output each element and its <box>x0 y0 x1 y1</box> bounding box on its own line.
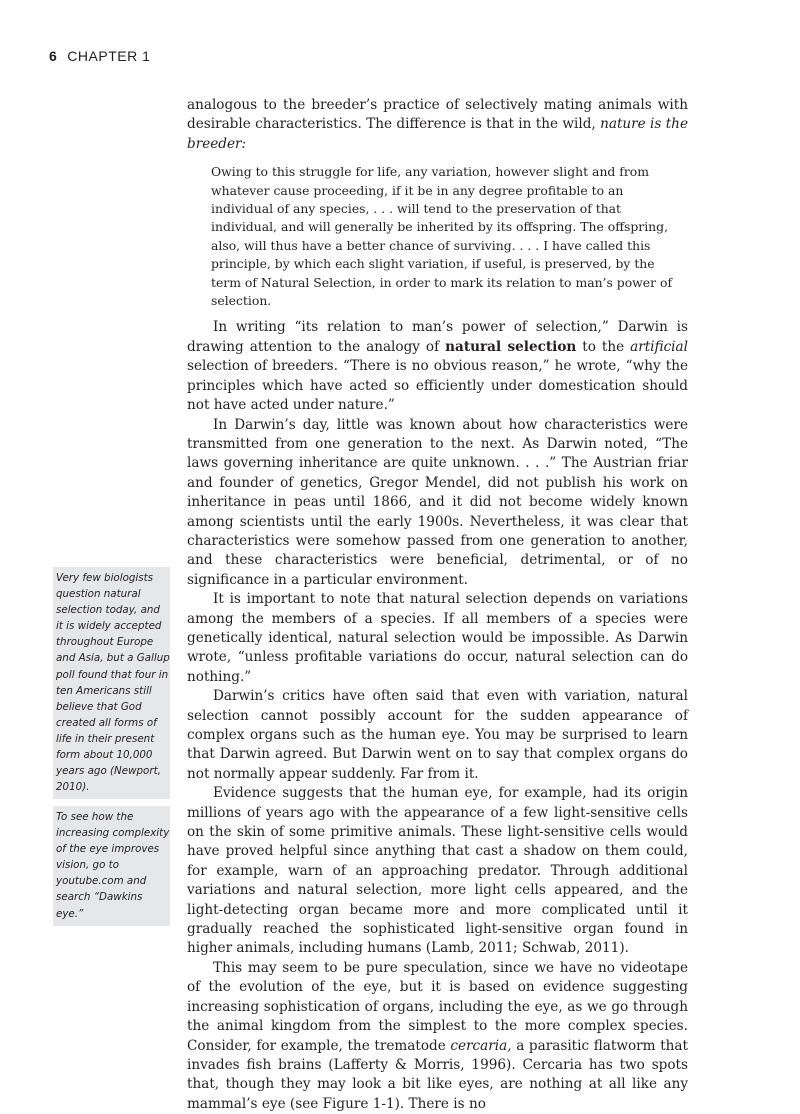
paragraph-2 <box>187 318 688 415</box>
paragraph-1-text: analogous to the breeder’s practice of selectively mating animals with desirable characteristics. The difference is that in the wild, <box>187 97 688 133</box>
margin-note-gallup: Very few biologists question natural selection today, and it is widely accepted throughout Europe and Asia, but a Gallup poll found that four in ten Americans still believe that God created all forms of life in their present form about 10,000 years ago (Newport, 2010). <box>53 567 170 799</box>
paragraph-6: Evidence suggests that the human eye, for example, had its origin millions of years ago with the appearance of a few light-sensitive cells on the skin of some primitive animals. These light-sensitive cells would have proved helpful since anything that cast a shadow on them could, for example, warn of an approaching predator. Through additional variations and natural selection, more light cells appeared, and the light-detecting organ became more and more complicated until it gradually reached the sophisticated light-sensitive organ found in higher animals, including humans (Lamb, 2011; Schwab, 2011). <box>187 785 688 957</box>
paragraph-4: It is important to note that natural selection depends on variations among the members of a species. If all members of a species were genetically identical, natural selection would be impossible. As Darwin wrote, “unless profitable variations do occur, natural selection can do nothing.” <box>187 591 688 685</box>
paragraph-7-text-a: This may seem to be pure speculation, since we have no videotape of the evolution of the eye, but it is based on evidence suggesting increasing sophistication of organs, including the eye, as we go through the animal kingdom from the simplest to the more complex species. Consider, for example, the trematode <box>187 959 688 1054</box>
paragraph-7-text-b: a parasitic flatworm that invades fish brains (Lafferty & Morris, 1996). Cercaria has two spots that, though they may look a bit like eyes, are nothing at all like any mammal’s eye (see Figure 1-1). There is no <box>187 1037 688 1112</box>
paragraph-1-emphasis: nature is the breeder: <box>187 116 688 152</box>
page-number: 6 <box>49 48 58 64</box>
paragraph-2-text-b: to the <box>576 338 631 355</box>
margin-note-dawkins-eye: To see how the increasing complexity of the eye improves vision, go to youtube.com and search “Dawkins eye.” <box>53 806 170 926</box>
paragraph-7 <box>187 959 688 1114</box>
paragraph-5: Darwin’s critics have often said that even with variation, natural selection cannot possibly account for the sudden appearance of complex organs such as the human eye. You may be surprised to learn that Darwin agreed. But Darwin went on to say that complex organs do not normally appear suddenly. Far from it. <box>187 688 688 782</box>
darwin-quote: Owing to this struggle for life, any variation, however slight and from whatever cause proceeding, if it be in any degree profitable to an individual of any species, . . . will tend to the preservation of that individual, and will generally be inherited by its offspring. The offspring, also, will thus have a better chance of surviving. . . . I have called this principle, by which each slight variation, if useful, is preserved, by the term of Natural Selection, in order to mark its relation to man’s power of selection. <box>211 164 673 309</box>
paragraph-3: In Darwin’s day, little was known about how characteristics were transmitted from one generation to the next. As Darwin noted, “The laws governing inheritance are quite unknown. . . .” The Austrian friar and founder of genetics, Gregor Mendel, did not publish his work on inheritance in peas until 1866, and it did not become widely known among scientists until the early 1900s. Nevertheless, it was clear that characteristics were somehow passed from one generation to another, and these characteristics were beneficial, detrimental, or of no significance in a particular environment. <box>187 416 688 588</box>
paragraph-2-emphasis: artificial <box>630 338 688 355</box>
running-header <box>49 48 150 64</box>
paragraph-1 <box>187 96 688 154</box>
chapter-label: CHAPTER 1 <box>67 48 151 64</box>
paragraph-2-text-c: selection of breeders. “There is no obvious reason,” he wrote, “why the principles which have acted so efficiently under domestication should not have acted under nature.” <box>187 358 688 414</box>
main-text-column <box>187 96 688 1114</box>
paragraph-7-emphasis: cercaria, <box>450 1037 512 1054</box>
key-term-natural-selection: natural selection <box>445 338 577 355</box>
paragraph-2-text-a: In writing “its relation to man’s power of selection,” Darwin is drawing attention to the analogy of <box>187 319 688 355</box>
